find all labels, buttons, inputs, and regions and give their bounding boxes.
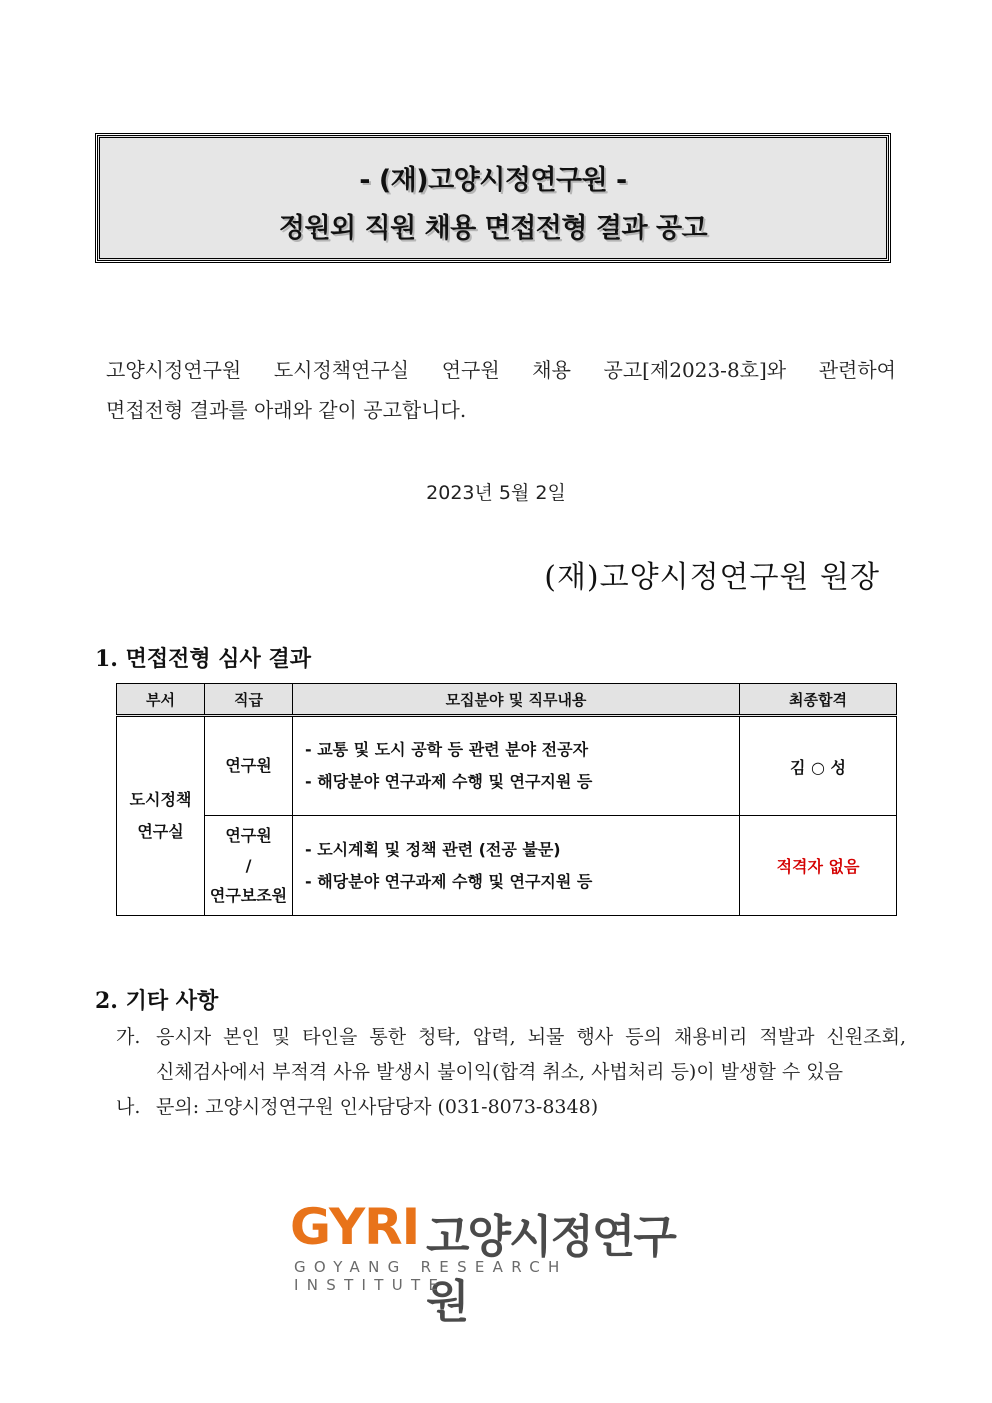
result-cell: 김 ○ 성 bbox=[740, 716, 897, 816]
department-line: 도시정책 bbox=[129, 790, 192, 809]
duties-cell bbox=[293, 816, 740, 916]
logo bbox=[290, 1198, 710, 1328]
table-row bbox=[117, 816, 897, 916]
header-department: 부서 bbox=[117, 684, 205, 716]
duties-cell bbox=[293, 716, 740, 816]
duty-line: - 해당분야 연구과제 수행 및 연구지원 등 bbox=[305, 772, 593, 791]
intro-line: 고양시정연구원 도시정책연구실 연구원 채용 공고[제2023-8호]와 관련하여 bbox=[106, 358, 896, 382]
rank-line: / bbox=[245, 855, 252, 875]
header-duties: 모집분야 및 직무내용 bbox=[293, 684, 740, 716]
header-rank: 직급 bbox=[205, 684, 293, 716]
note-line: 문의: 고양시정연구원 인사담당자 (031-8073-8348) bbox=[156, 1096, 599, 1118]
intro-paragraph bbox=[106, 350, 896, 430]
list-item bbox=[116, 1090, 906, 1125]
result-cell: 적격자 없음 bbox=[740, 816, 897, 916]
list-marker: 나. bbox=[116, 1096, 141, 1118]
header-result: 최종합격 bbox=[740, 684, 897, 716]
signer: (재)고양시정연구원 원장 bbox=[544, 560, 880, 595]
logo-mark: GYRI bbox=[290, 1198, 420, 1256]
intro-line: 면접전형 결과를 아래와 같이 공고합니다. bbox=[106, 398, 467, 422]
list-marker: 가. bbox=[116, 1026, 141, 1048]
department-line: 연구실 bbox=[137, 822, 184, 841]
duty-line: - 교통 및 도시 공학 등 관련 분야 전공자 bbox=[305, 740, 589, 759]
duty-line: - 도시계획 및 정책 관련 (전공 불문) bbox=[305, 839, 561, 859]
table-row bbox=[117, 716, 897, 816]
title-org: - (재)고양시정연구원 - bbox=[359, 165, 627, 196]
section-title-results: 1. 면접전형 심사 결과 bbox=[95, 646, 311, 672]
results-table bbox=[116, 683, 897, 916]
rank-line: 연구보조원 bbox=[209, 885, 288, 905]
table-header-row bbox=[117, 684, 897, 716]
duty-line: - 해당분야 연구과제 수행 및 연구지원 등 bbox=[305, 871, 593, 891]
note-line: 응시자 본인 및 타인을 통한 청탁, 압력, 뇌물 행사 등의 채용비리 적발과 신원조회, bbox=[156, 1026, 906, 1048]
section-title-etc: 2. 기타 사항 bbox=[95, 988, 219, 1014]
logo-korean: 고양시정연구원 bbox=[426, 1210, 675, 1328]
rank-line: 연구원 bbox=[225, 825, 272, 845]
notes-list bbox=[116, 1020, 906, 1125]
title-box bbox=[97, 135, 889, 261]
note-line: 신체검사에서 부적격 사유 발생시 불이익(합격 취소, 사법처리 등)이 발생할 수 있음 bbox=[156, 1061, 843, 1083]
announcement-date: 2023년 5월 2일 bbox=[426, 482, 566, 504]
rank-cell bbox=[205, 816, 293, 916]
rank-line: 연구원 bbox=[225, 756, 272, 775]
department-cell bbox=[117, 716, 205, 916]
rank-cell bbox=[205, 716, 293, 816]
logo-english: GOYANG RESEARCH INSTITUTE bbox=[294, 1258, 568, 1294]
list-item bbox=[116, 1020, 906, 1090]
page-title: 정원외 직원 채용 면접전형 결과 공고 bbox=[278, 213, 708, 244]
